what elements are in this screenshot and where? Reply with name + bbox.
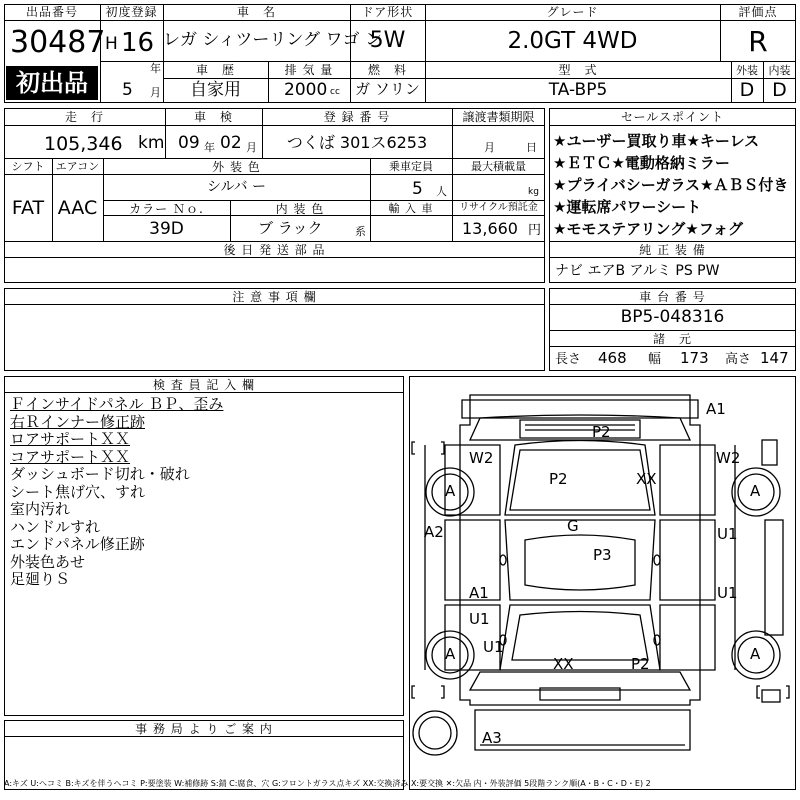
reg-month: 5 [122,80,133,100]
width-label: 幅 [648,352,662,367]
grade-label: グレード [546,5,599,19]
displacement-label: 排 気 量 [284,63,334,77]
inspection-year: 09 [178,133,200,153]
mark-a2-left: A2 [424,523,444,541]
score-label: 評価点 [738,5,778,19]
era: H [105,34,118,54]
recycle-fee: 13,660 [462,219,518,238]
inspector-note-line: 右Ｒインナー修正跡 [10,412,146,431]
displacement: 2000 [284,80,328,100]
inspector-notes [10,396,400,589]
mark-xx-rear: XX [553,655,574,673]
listing-no-label: 出品番号 [25,5,78,19]
transfer-label: 譲渡書類期限 [462,110,535,124]
color-label: 外 装 色 [212,160,261,174]
reg-year-unit: 年 [150,62,161,75]
mark-g-windshield: G [567,517,579,535]
plate-label: 登 録 番 号 [323,110,391,124]
fuel: ガ ソリン [355,80,420,98]
dims-label: 諸 元 [652,332,692,346]
chassis-number: BP5-048316 [620,307,725,327]
inspector-note-line: コアサポートＸＸ [10,447,131,466]
sales-point-line: ★プライバシーガラス★ＡＢＳ付き [553,176,789,194]
sales-points-list [553,130,795,240]
interior-label: 内装 [768,64,791,77]
mileage-label: 走 行 [64,110,104,124]
transfer-month-unit: 月 [484,141,495,154]
recycle-unit: 円 [528,223,542,238]
color-no: 39D [149,219,184,239]
int-color-unit: 系 [355,225,366,238]
transfer-day-unit: 日 [526,141,537,154]
mark-a-wheel-rr: A [750,645,761,663]
reg-month-unit: 月 [150,86,161,99]
int-color-label: 内 装 色 [275,202,325,216]
load-label: 最大積載量 [471,160,526,173]
history: 自家用 [190,80,241,100]
shift-label: シフト [11,160,45,173]
model-label: 型 式 [558,63,598,77]
mark-xx-hood: XX [636,470,657,488]
length-label: 長さ [555,352,582,367]
office-label: 事 務 局 よ り ご 案 内 [135,722,273,736]
model: TA-BP5 [548,80,608,100]
inspector-note-line: 足廻りＳ [10,570,71,588]
inspector-note-line: シート焦げ穴、すれ [10,482,146,501]
shift: FAT [11,197,45,219]
inspector-note-line: ハンドルすれ [10,517,101,536]
import-label: 輸 入 車 [388,202,434,215]
mark-u1-left-wheel: U1 [483,638,504,656]
color: シルバ ー [206,179,267,195]
legend: A:キズ U:ヘコミ B:キズを伴うヘコミ P:要塗装 W:補修跡 S:錆 C:腐食、穴 G:フロントガラス点キズ XX:交換済み X:要交換 ✕:欠品 内・外装評価 5段階ランク順(A・B・C・D・E) 2 [4,779,651,788]
width: 173 [680,349,709,367]
ac-label: エアコン [55,160,100,173]
mileage-unit: km [138,133,165,153]
mark-a-wheel-fr: A [750,482,761,500]
door-type: 5W [369,28,406,53]
car-name-label: 車 名 [236,5,276,19]
inspector-note-line: ダッシュボード切れ・破れ [10,465,190,483]
listing-no: 30487 [10,25,106,60]
grade: 2.0GT 4WD [507,28,638,54]
ac: AAC [57,197,98,219]
recycle-label: リサイクル預託金 [459,202,538,213]
reg-year: 16 [121,28,155,58]
mark-a3-bumper: A3 [482,729,502,747]
score: R [748,25,768,58]
mark-p2-rear: P2 [631,655,650,673]
exterior-grade: D [739,79,755,101]
plate: つくば 301ス6253 [286,133,428,152]
capacity: 5 [412,179,423,199]
sales-point-line: ★運転席パワーシート [553,198,702,216]
int-color: ブ ラック [258,219,323,237]
inspector-note-line: 外装色あせ [10,552,86,571]
capacity-label: 乗車定員 [389,160,433,173]
mark-a1-front: A1 [706,400,726,418]
inspector-label: 検 査 員 記 入 欄 [152,378,256,392]
exterior-label: 外装 [736,64,758,77]
car-name: レガ シィツーリング ワゴ ン [163,30,382,50]
mark-p2-hood: P2 [549,470,568,488]
inspector-note-line: Ｆインサイドパネル ＢＰ、歪み [10,395,224,413]
length: 468 [598,349,627,367]
inspection-month: 02 [220,133,242,153]
fuel-label: 燃 料 [367,63,407,77]
inspection-year-unit: 年 [204,141,215,154]
mark-p2-front: P2 [592,423,611,441]
height-label: 高さ [725,352,752,367]
equipment: ナビ エアB アルミ PS PW [555,263,720,279]
color-no-label: カラー Ｎｏ. [129,202,204,216]
inspection-month-unit: 月 [246,141,257,154]
chassis-label: 車 台 番 号 [639,290,706,304]
height: 147 [760,349,789,367]
load-unit: kg [528,187,539,197]
mark-u1-right-rear: U1 [717,584,738,602]
inspector-note-line: エンドパネル修正跡 [10,535,145,553]
first-listing-badge: 初出品 [6,66,98,100]
mark-w2-left: W2 [469,449,494,467]
interior-grade: D [772,79,787,101]
first-reg-label: 初度登録 [105,5,158,19]
sales-point-line: ★モモステアリング★フォグ [553,220,743,238]
sales-points-label: セールスポイント [621,110,724,124]
inspector-note-line: ロアサポートＸＸ [10,430,131,448]
mark-a1-left-rear: A1 [469,584,489,602]
equipment-label: 純 正 装 備 [639,243,706,257]
mark-a-wheel-fl: A [445,482,456,500]
door-label: ドア形状 [361,5,414,19]
inspection-label: 車 検 [193,110,233,124]
notes-label: 注 意 事 項 欄 [232,290,317,304]
capacity-unit: 人 [436,185,447,198]
inspector-note-line: 室内汚れ [10,500,71,518]
mileage: 105,346 [44,133,123,155]
mark-w2-right: W2 [716,449,741,467]
later-parts-label: 後 日 発 送 部 品 [223,243,326,257]
mark-p3-roof: P3 [593,546,612,564]
mark-u1-left-rear: U1 [469,610,490,628]
mark-u1-right-front: U1 [717,525,738,543]
sales-point-line: ★ユーザー買取り車★キーレス [553,132,760,150]
displacement-unit: cc [330,87,340,97]
sales-point-line: ★ＥＴＣ★電動格納ミラー [553,154,730,172]
history-label: 車 歴 [195,63,235,77]
mark-a-wheel-rl: A [445,645,456,663]
